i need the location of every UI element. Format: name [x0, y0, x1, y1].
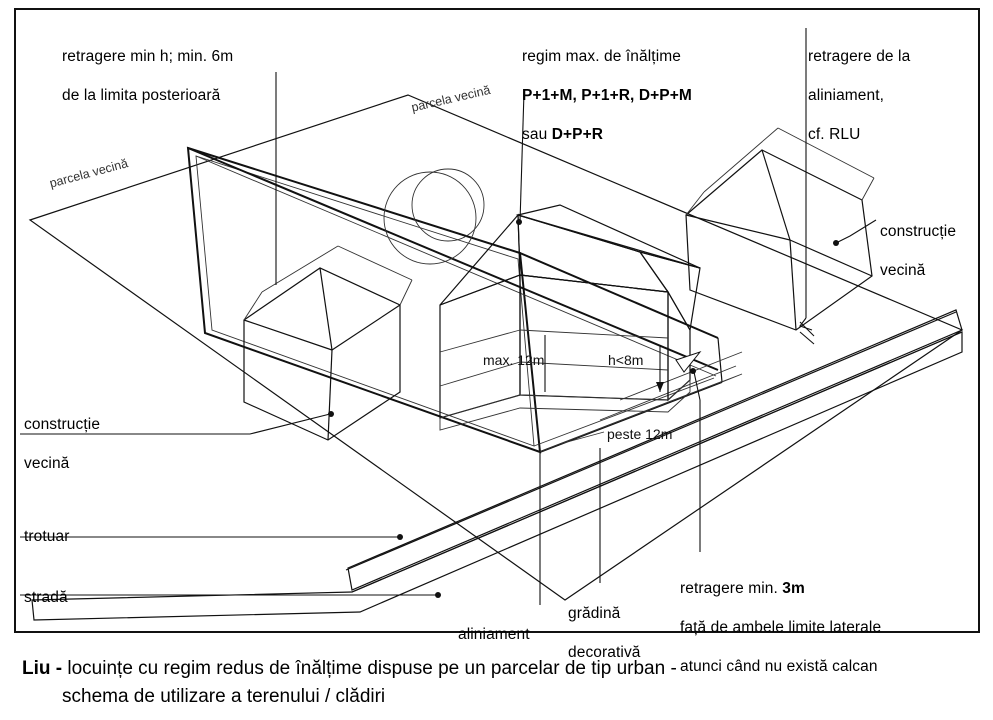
annotation-line: stradă: [24, 589, 68, 607]
annotation-line: P+1+M, P+1+R, D+P+M: [522, 87, 692, 105]
annotation-gradina-decorativa: [568, 585, 641, 663]
annotation-line: cf. RLU: [808, 125, 861, 143]
annotation-retragere-aliniament: [808, 28, 910, 144]
label-h-sub-8m: h<8m: [608, 352, 644, 368]
annotation-line: atunci când nu există calcan: [680, 657, 878, 675]
annotation-regim-inaltime: [522, 28, 692, 144]
annotation-constructie-vecina-dreapta: [880, 203, 956, 281]
annotation-line: retragere min h; min. 6m: [62, 48, 234, 66]
annotation-line: aliniament: [458, 626, 530, 644]
annotation-line: retragere de la: [808, 48, 911, 66]
caption-line1: locuințe cu regim redus de înălțime dispuse pe un parcelar de tip urban -: [67, 658, 677, 679]
annotation-line: grădină: [568, 605, 621, 623]
annotation-line: vecină: [880, 262, 926, 280]
label-parcela-vecina-top: parcela vecină: [410, 82, 492, 115]
label-peste-12m: peste 12m: [607, 426, 673, 442]
caption: [22, 655, 972, 710]
annotation-constructie-vecina-stanga: [24, 396, 100, 474]
annotation-line: vecină: [24, 455, 70, 473]
annotation-line: de la limita posterioară: [62, 87, 221, 105]
annotation-retragere-posterioara: [62, 28, 233, 106]
annotation-line: față de ambele limite laterale: [680, 619, 882, 637]
annotation-line: retragere min. 3m: [680, 580, 805, 598]
annotation-aliniament: [458, 606, 530, 645]
caption-lead: Liu -: [22, 658, 68, 679]
caption-line2: schema de utilizare a terenului / clădiri: [62, 685, 386, 707]
annotation-strada: [24, 569, 68, 608]
annotation-trotuar: [24, 508, 70, 547]
annotation-line: aliniament,: [808, 87, 885, 105]
annotation-line: decorativă: [568, 644, 641, 662]
annotation-line: construcție: [24, 416, 101, 434]
annotation-line: sau D+P+R: [522, 125, 604, 143]
annotation-line: regim max. de înălțime: [522, 48, 681, 66]
label-max-12m: max. 12m: [483, 352, 545, 368]
label-parcela-vecina-left: parcela vecină: [48, 156, 130, 191]
annotation-line: trotuar: [24, 528, 70, 546]
annotation-line: construcție: [880, 223, 957, 241]
